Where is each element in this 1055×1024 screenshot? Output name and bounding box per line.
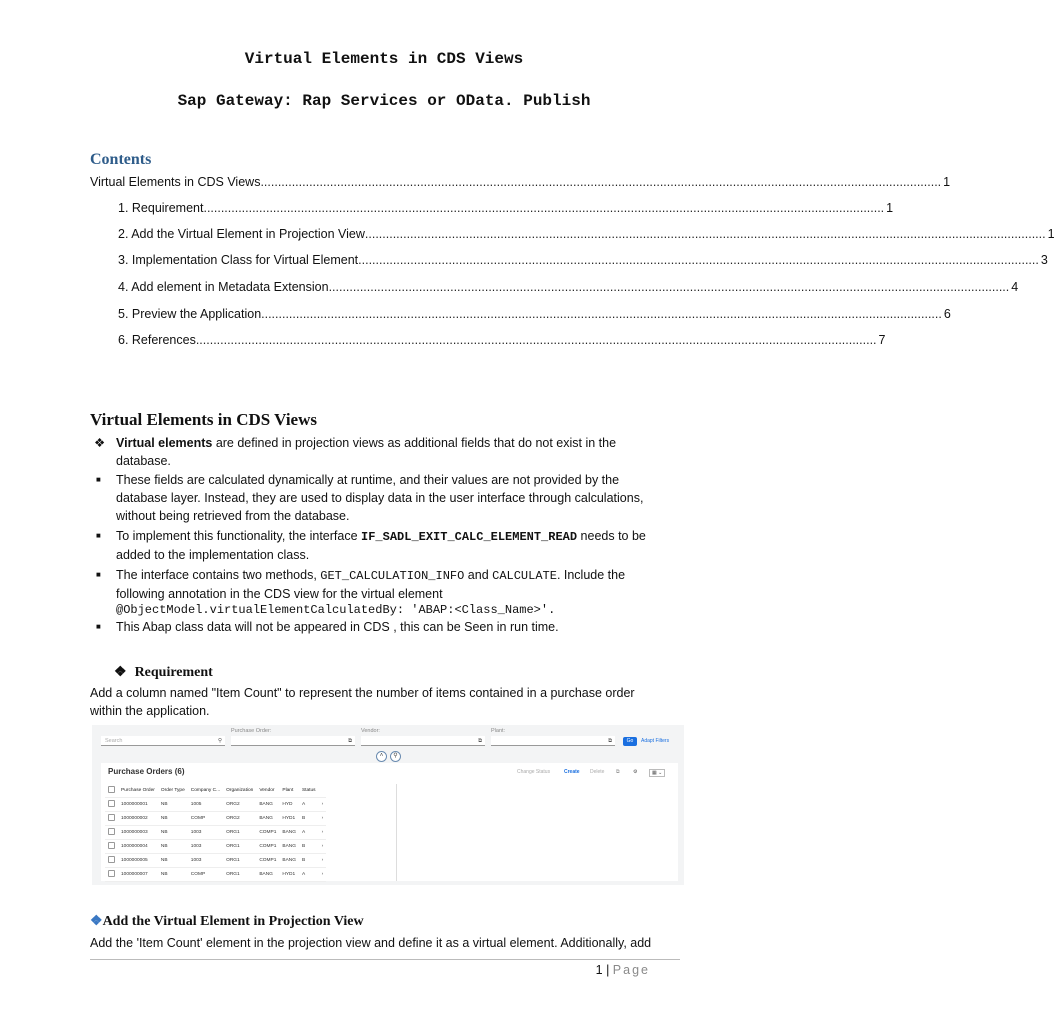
toc-label: Virtual Elements in CDS Views: [90, 175, 261, 189]
toc-entry[interactable]: 4. Add element in Metadata Extension .................................................................................................................................................................................................... 4: [118, 280, 1019, 294]
toc-page: 3: [1040, 253, 1048, 267]
toc-label: 6. References: [118, 333, 196, 347]
create-button[interactable]: Create: [564, 769, 580, 775]
plant-filter[interactable]: [491, 736, 615, 746]
column-header[interactable]: Purchase Order: [121, 788, 155, 793]
value-help-icon: ⧉: [608, 738, 612, 744]
diamond-bullet-icon: ❖: [94, 436, 106, 450]
vendor-filter[interactable]: [361, 736, 485, 746]
chevron-right-icon[interactable]: ›: [321, 830, 324, 835]
toc-label: 3. Implementation Class for Virtual Element: [118, 253, 359, 267]
delete-button[interactable]: Delete: [590, 769, 605, 775]
square-bullet-icon: ■: [96, 622, 101, 631]
toc-entry[interactable]: 1. Requirement .................................................................................................................................................................................................... 1: [118, 201, 894, 215]
toc-page: 7: [878, 333, 886, 347]
toc-page: 6: [943, 307, 951, 321]
section-heading: Virtual Elements in CDS Views: [90, 410, 317, 429]
purchase-orders-panel: [101, 763, 678, 881]
table-header-row: [105, 784, 326, 798]
column-header[interactable]: Vendor: [259, 788, 275, 793]
toc-page: 1: [886, 201, 894, 215]
row-checkbox[interactable]: [108, 842, 115, 849]
chevron-right-icon[interactable]: ›: [321, 858, 324, 863]
row-checkbox[interactable]: [108, 828, 115, 835]
document-subtitle: Sap Gateway: Rap Services or OData. Publish: [177, 92, 591, 110]
collapse-header-icon[interactable]: ˄: [376, 751, 387, 762]
table-row[interactable]: 1000000005 NB 1003 ORG1 COMP1 BANG B ›: [105, 854, 326, 868]
purchase-order-filter[interactable]: [231, 736, 355, 746]
adapt-filters-link[interactable]: Adapt Filters: [641, 738, 670, 744]
column-header[interactable]: Status: [301, 788, 316, 793]
bullet-runtime-note: ■ This Abap class data will not be appeared in CDS , this can be Seen in run time.: [96, 620, 559, 634]
column-header[interactable]: Plant: [282, 788, 294, 793]
square-bullet-icon: ■: [96, 570, 101, 579]
toc-label: 1. Requirement: [118, 201, 204, 215]
pin-header-icon[interactable]: ⚲: [390, 751, 401, 762]
toc-page: 4: [1011, 280, 1019, 294]
purchase-orders-table: [105, 784, 326, 882]
toc-label: 2. Add the Virtual Element in Projection View: [118, 227, 365, 241]
column-header[interactable]: Organization: [226, 788, 254, 793]
chevron-right-icon[interactable]: ›: [321, 844, 324, 849]
row-checkbox[interactable]: [108, 870, 115, 877]
column-header[interactable]: Order Type: [160, 788, 185, 793]
diamond-bullet-icon: ❖: [114, 665, 127, 680]
table-title: Purchase Orders (6): [108, 767, 185, 776]
table-row[interactable]: 1000000007 NB COMP ORG1 BANG HYD1 A ›: [105, 868, 326, 882]
square-bullet-icon: ■: [96, 475, 101, 484]
toc-page: 1: [943, 175, 951, 189]
table-row[interactable]: 1000000003 NB 1003 ORG1 COMP1 BANG A ›: [105, 826, 326, 840]
square-bullet-icon: ■: [96, 531, 101, 540]
diamond-bullet-icon: ❖: [90, 914, 103, 929]
row-checkbox[interactable]: [108, 856, 115, 863]
search-icon: ⚲: [217, 738, 222, 744]
toc-entry[interactable]: 3. Implementation Class for Virtual Element .................................................................................................................................................................................................... 3: [118, 253, 1048, 267]
projection-text: Add the 'Item Count' element in the projection view and define it as a virtual element. Additionally, add: [90, 936, 652, 950]
bullet-runtime: ■ These fields are calculated dynamically at runtime, and their values are not provided by the database layer. Instead, they are used to display data in the user interface through calculations, without being retrieved from the database.: [96, 473, 644, 523]
go-button[interactable]: Go: [623, 737, 637, 746]
page-footer: 1 | Page: [595, 963, 650, 977]
chevron-right-icon[interactable]: ›: [321, 872, 324, 877]
chevron-right-icon[interactable]: ›: [321, 802, 324, 807]
table-row[interactable]: 1000000002 NB COMP ORG2 BANG HYD1 B ›: [105, 812, 326, 826]
app-screenshot: Search ⚲ Purchase Order: ⧉ Vendor: ⧉ Plant: ⧉ Go Adapt Filters ˄ ⚲ Purchase Orders (6) Change Status Create Delete ⧉ ⚙ ▦ ⌄ Purchase Order Order Type Company C... Organization Vendor Plant Status 1000000001 NB 1005 ORG2 BANG HYD A › 1000000002 NB COMP ORG2 BANG HYD1 B › 1000000003 NB 1003 ORG1 COMP1 BANG A › 1000000004 NB 1003 ORG1 COMP1 BANG B › 1000000005 NB 1003 ORG1 COMP1 BANG B › 1000000007 NB COMP ORG1 BANG HYD1 A ›: [92, 725, 684, 885]
toc-entry[interactable]: Virtual Elements in CDS Views .................................................................................................................................................................................................... 1: [90, 175, 951, 189]
toc-label: 5. Preview the Application: [118, 307, 262, 321]
toc-entry[interactable]: 2. Add the Virtual Element in Projection View .................................................................................................................................................................................................... 1: [118, 227, 1055, 241]
change-status-button[interactable]: Change Status: [517, 769, 551, 775]
search-input[interactable]: Search ⚲: [101, 736, 225, 746]
requirement-text: Add a column named "Item Count" to represent the number of items contained in a purchase order within the application.: [90, 686, 635, 718]
toc-entry[interactable]: 6. References .................................................................................................................................................................................................... 7: [118, 333, 886, 347]
select-all-checkbox[interactable]: [108, 786, 115, 793]
column-header[interactable]: Company C...: [190, 788, 221, 793]
copy-icon[interactable]: ⧉: [616, 769, 620, 775]
document-title: Virtual Elements in CDS Views: [244, 50, 524, 68]
table-row[interactable]: 1000000004 NB 1003 ORG1 COMP1 BANG B ›: [105, 840, 326, 854]
contents-heading: Contents: [90, 151, 152, 168]
footer-divider: [90, 959, 680, 960]
requirement-heading: ❖ Requirement: [114, 665, 213, 680]
toc-label: 4. Add element in Metadata Extension: [118, 280, 329, 294]
export-icon[interactable]: ▦ ⌄: [649, 769, 665, 777]
toc-entry[interactable]: 5. Preview the Application .................................................................................................................................................................................................... 6: [118, 307, 951, 321]
value-help-icon: ⧉: [348, 738, 352, 744]
table-row[interactable]: 1000000001 NB 1005 ORG2 BANG HYD A ›: [105, 798, 326, 812]
bullet-methods: ■ The interface contains two methods, GET_CALCULATION_INFO and CALCULATE. Include the following annotation in the CDS view for the virtual element @ObjectModel.virtualElementCalculatedBy: 'ABAP:<Class_Name>'.: [96, 568, 626, 617]
toc-page: 1: [1047, 227, 1055, 241]
value-help-icon: ⧉: [478, 738, 482, 744]
settings-icon[interactable]: ⚙: [633, 769, 638, 775]
bullet-virtual-elements: ❖ Virtual elements are defined in projection views as additional fields that do not exist in the database.: [94, 436, 617, 468]
section-heading-projection: ❖Add the Virtual Element in Projection View: [90, 914, 364, 929]
row-checkbox[interactable]: [108, 814, 115, 821]
row-checkbox[interactable]: [108, 800, 115, 807]
bullet-interface: ■ To implement this functionality, the interface IF_SADL_EXIT_CALC_ELEMENT_READ needs to be added to the implementation class.: [96, 529, 646, 562]
chevron-right-icon[interactable]: ›: [321, 816, 324, 821]
